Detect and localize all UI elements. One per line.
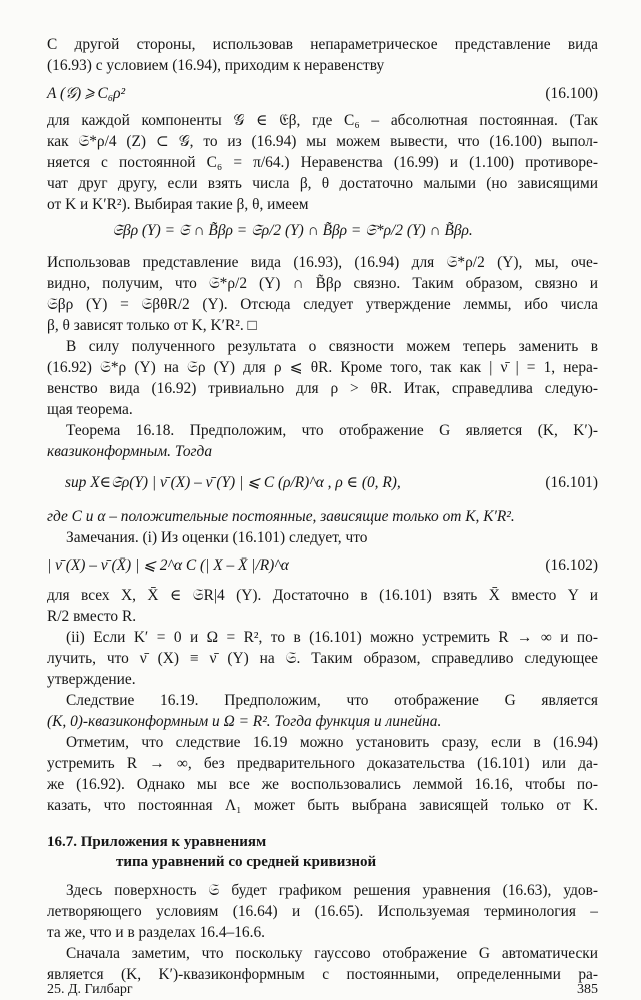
equation-formula: A (𝒢) ⩾ C₆ρ²	[47, 85, 126, 102]
page-number: 385	[577, 982, 598, 997]
text-line: 𝔖βρ (Y) = 𝔖βθR/2 (Y). Отсюда следует утверждение леммы, ибо числа	[47, 296, 598, 313]
text-line: (ii) Если K′ = 0 и Ω = R², то в (16.101) можно устремить R → ∞ и по-	[66, 629, 598, 646]
equation-formula: 𝔖βρ (Y) = 𝔖 ∩ B̃βρ = 𝔖ρ/2 (Y) ∩ B̃βρ = 𝔖*ρ/2 (Y) ∩ B̃βρ.	[112, 222, 473, 239]
text-line: как 𝔖*ρ/4 (Z) ⊂ 𝒢, то из (16.94) мы можем вывести, что (16.100) выпол-	[47, 133, 598, 150]
text-line: няется с постоянной C₆ = π/64.) Неравенства (16.99) и (1.100) противоре-	[47, 154, 598, 171]
text-line: Отметим, что следствие 16.19 можно установить сразу, если в (16.94)	[66, 734, 598, 751]
remark-line: Замечания. (i) Из оценки (16.101) следует, что	[66, 529, 368, 546]
theorem-line: квазиконформным. Тогда	[47, 443, 213, 460]
text-line: Здесь поверхность 𝔖 будет графиком решения уравнения (16.63), удов-	[66, 882, 598, 899]
text-line: В силу полученного результата о связности можем теперь заменить в	[66, 338, 598, 355]
text-line: R/2 вместо R.	[47, 608, 137, 625]
equation-formula: | ν̄ (X) – ν̄ (X̄) | ⩽ 2^α C (| X – X̄ |/R)^α	[47, 557, 289, 574]
text-line: венство вида (16.92) тривиально для ρ > θR. Итак, справедлива следую-	[47, 380, 598, 397]
section-title-continued: типа уравнений со средней кривизной	[116, 854, 377, 870]
text-line: утверждение.	[47, 671, 136, 688]
text-line: β, θ зависят только от K, K′R². □	[47, 317, 257, 334]
equation-number: (16.102)	[545, 557, 598, 574]
text-line: (16.92) 𝔖*ρ (Y) на 𝔖ρ (Y) для ρ ⩽ θR. Кроме того, так как | ν̄ | = 1, нера-	[47, 359, 598, 376]
section-heading	[47, 832, 598, 853]
text-line: же (16.92). Однако мы все же воспользовались леммой 16.16, чтобы по-	[47, 776, 598, 793]
text-line: является (K, K′)-квазиконформным с постоянными, определенными ра-	[47, 966, 598, 983]
text-line: для каждой компоненты 𝒢 ∈ 𝔈β, где C₆ – абсолютная постоянная. (Так	[47, 112, 598, 129]
footer-signature: 25. Д. Гилбарг	[47, 982, 133, 997]
text-line: видно, получим, что 𝔖*ρ/2 (Y) ∩ B̃βρ связно. Таким образом, связно и	[47, 275, 598, 292]
text-line: та же, что и в разделах 16.4–16.6.	[47, 924, 266, 941]
section-number: 16.7.	[47, 834, 77, 850]
text-line: С другой стороны, использовав непараметрическое представление вида	[47, 36, 598, 53]
text-line: Сначала заметим, что поскольку гауссово отображение G автоматически	[66, 945, 598, 962]
text-line: казать, что постоянная Λ₁ может быть выбрана зависящей только от K.	[47, 797, 598, 814]
text-line: устремить R → ∞, без предварительного доказательства (16.101) или да-	[47, 755, 598, 772]
text-line: (16.93) с условием (16.94), приходим к неравенству	[47, 57, 385, 74]
corollary-line: (K, 0)-квазиконформным и Ω = R². Тогда функция и линейна.	[47, 713, 442, 730]
text-line: щая теорема.	[47, 401, 133, 418]
text-line: где C и α – положительные постоянные, зависящие только от K, K′R².	[47, 508, 515, 525]
equation-number: (16.101)	[545, 474, 598, 491]
text-line: лучить, что ν̄ (X) ≡ ν̄ (Y) на 𝔖. Таким образом, справедливо следующее	[47, 650, 598, 667]
text-line: чат друг другу, если взять числа β, θ достаточно малыми (но зависящими	[47, 175, 598, 192]
text-line: для всех X, X̄ ∈ 𝔖R|4 (Y). Достаточно в (16.101) взять X̄ вместо Y и	[47, 587, 598, 604]
theorem-line: Теорема 16.18. Предположим, что отображение G является (K, K′)-	[66, 422, 598, 439]
section-title: Приложения к уравнениям	[80, 834, 267, 850]
text-line: летворяющего условиям (16.64) и (16.65). Используемая терминология –	[47, 903, 598, 920]
equation-formula: sup X∈𝔖ρ(Y) | ν̄ (X) – ν̄ (Y) | ⩽ C (ρ/R)^α , ρ ∈ (0, R),	[65, 474, 401, 491]
corollary-line: Следствие 16.19. Предположим, что отображение G является	[66, 692, 598, 709]
equation-number: (16.100)	[545, 85, 598, 102]
text-line: Использовав представление вида (16.93), (16.94) для 𝔖*ρ/2 (Y), мы, оче-	[47, 254, 598, 271]
text-line: от K и K′R²). Выбирая такие β, θ, имеем	[47, 196, 309, 213]
